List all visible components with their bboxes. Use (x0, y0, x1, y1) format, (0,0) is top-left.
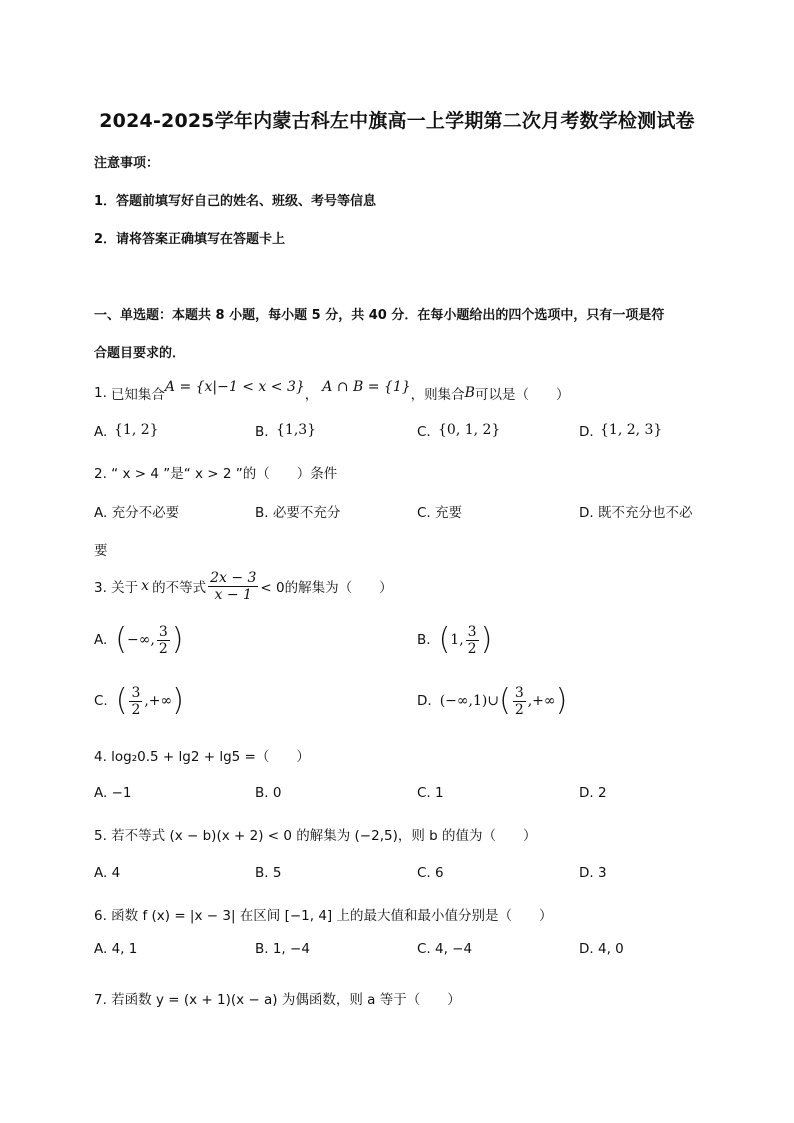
option-d: D. 既不充分也不必 (579, 505, 693, 521)
option-c: C. (417, 424, 431, 440)
option-b: B. 0 (255, 785, 282, 801)
section-heading: 一、单选题：本题共 8 小题，每小题 5 分，共 40 分．在每小题给出的四个选项中，只有一项是符 (94, 308, 665, 323)
option-b: B. 5 (255, 865, 282, 881)
set-a-definition: A = {x|−1 < x < 3} (164, 379, 305, 395)
question-5-stem: 5. 若不等式 (x − b)(x + 2) < 0 的解集为 (−2,5)，则 b 的值为（ ） (94, 828, 537, 844)
option-d: D. 3 (579, 865, 607, 881)
option-b-value: {1,3} (276, 422, 317, 438)
question-7-stem: 7. 若函数 y = (x + 1)(x − a) 为偶函数，则 a 等于（ ） (94, 992, 461, 1008)
section-heading-cont: 合题目要求的． (94, 346, 186, 361)
option-d: D. 4, 0 (579, 941, 624, 957)
option-a-value: {1, 2} (114, 422, 159, 438)
question-6-stem: 6. 函数 f (x) = |x − 3| 在区间 [−1, 4] 上的最大值和最小值分别是（ ） (94, 908, 553, 924)
option-a: A. 4 (94, 865, 121, 881)
option-d: D. (579, 424, 594, 440)
notice-item: 1．答题前填写好自己的姓名、班级、考号等信息 (94, 194, 377, 209)
option-a: A. −1 (94, 785, 132, 801)
inequality-fraction: $\frac{2x - 3}{x - 1}$ (210, 569, 257, 603)
option-a: A. 充分不必要 (94, 505, 180, 521)
option-c-value: {0, 1, 2} (438, 422, 501, 438)
option-c: C. 充要 (417, 505, 463, 521)
intersection-condition: A ∩ B = {1} (322, 379, 411, 395)
option-b: B. ( 1, $\frac{3}{2}$ ) (417, 622, 493, 657)
page-title: 2024-2025学年内蒙古科左中旗高一上学期第二次月考数学检测试卷 (99, 110, 695, 132)
option-d: D. (−∞,1)∪ ( $\frac{3}{2}$ ,+∞ ) (417, 683, 568, 718)
notice-heading: 注意事项： (94, 156, 160, 171)
notice-item: 2．请将答案正确填写在答题卡上 (94, 232, 286, 247)
option-a: A. ( −∞, $\frac{3}{2}$ ) (94, 622, 184, 657)
option-c: C. 4, −4 (417, 941, 473, 957)
option-d: D. 2 (579, 785, 607, 801)
question-2-stem: 2. “ x > 4 ”是“ x > 2 ”的（ ）条件 (94, 466, 338, 482)
option-d-value: {1, 2, 3} (600, 422, 663, 438)
option-b: B. 1, −4 (255, 941, 310, 957)
option-b: B. 必要不充分 (255, 505, 341, 521)
question-4-stem: 4. log₂0.5 + lg2 + lg5 =（ ） (94, 749, 310, 765)
option-b: B. (255, 424, 269, 440)
option-c: C. ( $\frac{3}{2}$ ,+∞ ) (94, 683, 184, 718)
question-1-stem: 1. 已知集合 A = {x|−1 < x < 3} ， A ∩ B = {1} ，则集合 B 可以是（ ） (94, 379, 570, 403)
option-a: A. (94, 424, 108, 440)
option-d-wrap: 要 (94, 543, 108, 559)
option-a: A. 4, 1 (94, 941, 138, 957)
question-3-stem: 3. 关于 x 的不等式 $\frac{2x - 3}{x - 1}$ < 0的解集为（ ） (94, 569, 393, 603)
option-c: C. 6 (417, 865, 444, 881)
option-c: C. 1 (417, 785, 444, 801)
